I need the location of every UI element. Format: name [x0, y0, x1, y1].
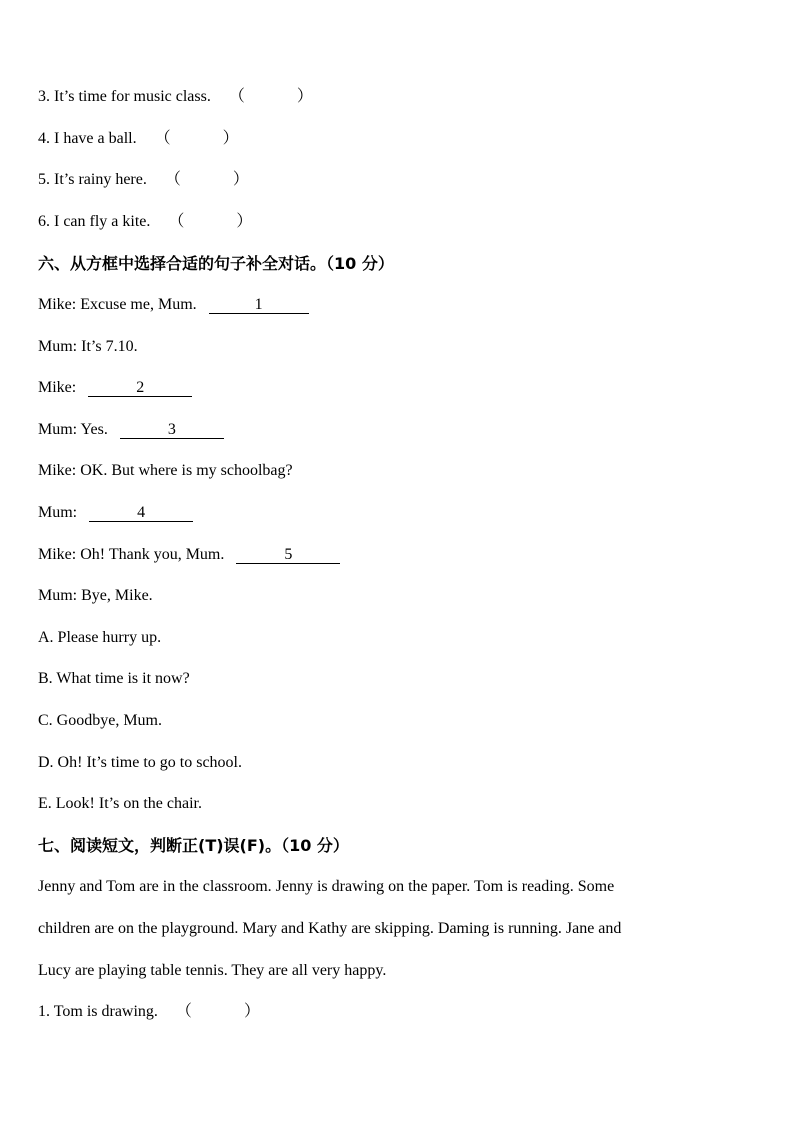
- dialogue-text: OK. But where is my schoolbag?: [80, 462, 293, 479]
- judge-item-text: 5. It’s rainy here.: [38, 171, 147, 188]
- speaker-name: Mike:: [38, 379, 77, 396]
- answer-paren-close: ）: [296, 88, 313, 105]
- section-7-heading: 七、阅读短文，判断正(T)误(F)。（10 分）: [38, 836, 349, 855]
- speaker-name: Mike:: [38, 462, 77, 479]
- judge-item-4: [38, 129, 239, 149]
- answer-paren-open: （: [228, 88, 245, 105]
- answer-paren-open: （: [175, 1003, 192, 1020]
- reading-question-1: [38, 1002, 260, 1022]
- answer-blank-2[interactable]: 2: [88, 379, 192, 397]
- answer-paren-close: ）: [236, 213, 253, 230]
- dialogue-line-2: [38, 337, 138, 357]
- option-a: A. Please hurry up.: [38, 629, 162, 646]
- answer-blank-3[interactable]: 3: [120, 421, 224, 439]
- question-text: 1. Tom is drawing.: [38, 1003, 158, 1020]
- judge-item-text: 4. I have a ball.: [38, 130, 137, 147]
- dialogue-text: Excuse me, Mum.: [80, 296, 197, 313]
- option-d: D. Oh! It’s time to go to school.: [38, 754, 242, 771]
- option-b: B. What time is it now?: [38, 670, 190, 687]
- passage-line-1: Jenny and Tom are in the classroom. Jenny is drawing on the paper. Tom is reading. Some: [38, 878, 615, 895]
- dialogue-line-3: [38, 378, 192, 398]
- dialogue-line-6: [38, 503, 193, 523]
- answer-paren-close: ）: [232, 171, 249, 188]
- option-c: C. Goodbye, Mum.: [38, 712, 162, 729]
- option-e: E. Look! It’s on the chair.: [38, 795, 202, 812]
- dialogue-line-4: [38, 420, 224, 440]
- answer-paren-open: （: [164, 171, 181, 188]
- dialogue-line-8: [38, 586, 153, 606]
- speaker-name: Mike:: [38, 296, 77, 313]
- answer-paren-open: （: [154, 130, 171, 147]
- speaker-name: Mum:: [38, 504, 78, 521]
- answer-paren-close: ）: [243, 1003, 260, 1020]
- answer-blank-4[interactable]: 4: [89, 504, 193, 522]
- judge-item-text: 6. I can fly a kite.: [38, 213, 151, 230]
- answer-paren-close: ）: [222, 130, 239, 147]
- speaker-name: Mum:: [38, 421, 78, 438]
- judge-item-6: [38, 212, 252, 232]
- dialogue-line-5: [38, 461, 293, 481]
- section-6-heading: 六、从方框中选择合适的句子补全对话。（10 分）: [38, 254, 394, 273]
- answer-blank-5[interactable]: 5: [236, 546, 340, 564]
- speaker-name: Mum:: [38, 338, 78, 355]
- judge-item-3: [38, 87, 313, 107]
- answer-paren-open: （: [168, 213, 185, 230]
- answer-blank-1[interactable]: 1: [209, 296, 309, 314]
- judge-item-text: 3. It’s time for music class.: [38, 88, 211, 105]
- dialogue-text: Bye, Mike.: [81, 587, 153, 604]
- passage-line-3: Lucy are playing table tennis. They are all very happy.: [38, 962, 387, 979]
- dialogue-line-7: [38, 545, 340, 565]
- passage-line-2: children are on the playground. Mary and Kathy are skipping. Daming is running. Jane and: [38, 920, 622, 937]
- speaker-name: Mike:: [38, 546, 77, 563]
- dialogue-text: Oh! Thank you, Mum.: [80, 546, 225, 563]
- judge-item-5: [38, 170, 249, 190]
- dialogue-line-1: [38, 295, 309, 315]
- dialogue-text: Yes.: [80, 421, 108, 438]
- speaker-name: Mum:: [38, 587, 78, 604]
- dialogue-text: It’s 7.10.: [81, 338, 138, 355]
